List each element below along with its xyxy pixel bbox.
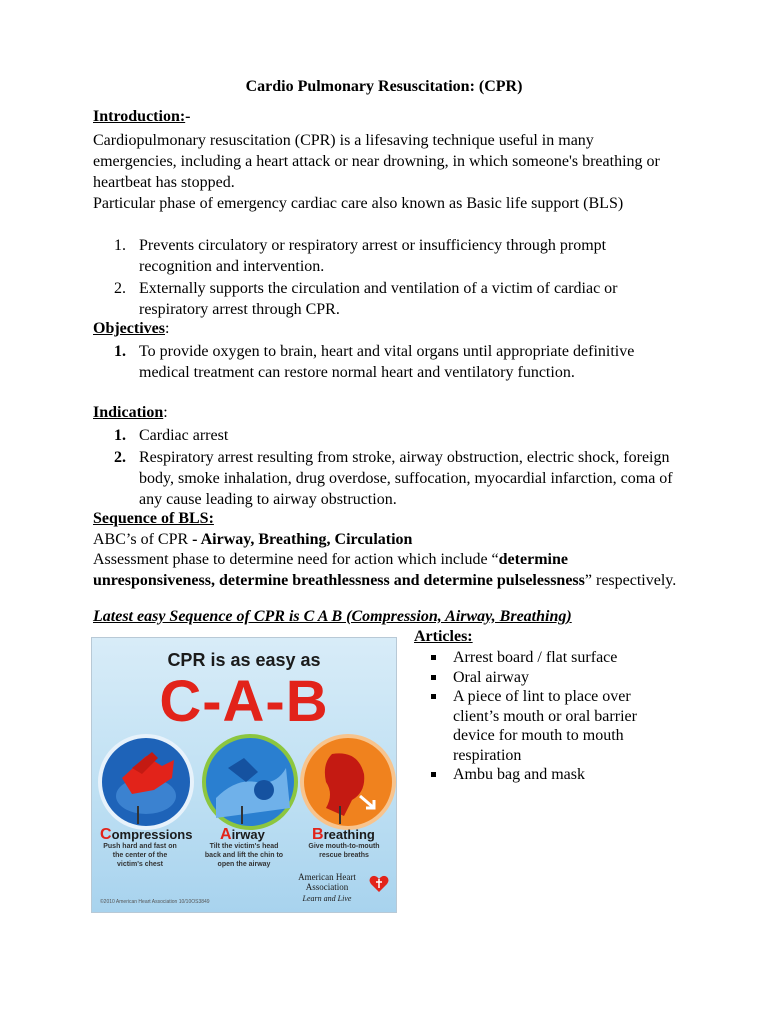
articles-heading: Articles: (414, 628, 473, 645)
list-item (114, 341, 654, 383)
aha-tagline: Learn and Live (302, 894, 352, 903)
introduction-heading (93, 108, 191, 126)
list-item (428, 648, 698, 668)
list-item-text: To provide oxygen to brain, heart and vital organs until appropriate definitive medical treatment can restore normal heart and ventilatory function. (139, 343, 635, 381)
breathing-letter: B (312, 826, 324, 843)
poster-cab-text: C-A-B (159, 669, 329, 734)
list-item (428, 687, 673, 765)
page-title: Cardio Pulmonary Resuscitation: (CPR) (245, 78, 523, 95)
list-item (114, 425, 689, 446)
list-item (428, 668, 698, 688)
poster-copyright: ©2010 American Heart Association 10/10OS3849 (100, 899, 210, 905)
compressions-icon (98, 734, 194, 830)
latest-sequence-line: Latest easy Sequence of CPR is C A B (Compression, Airway, Breathing) (93, 608, 572, 625)
airway-description: Tilt the victim's head back and lift the chin to open the airway (204, 843, 284, 868)
sequence-heading (93, 510, 214, 528)
square-bullet-icon (431, 655, 436, 660)
compressions-divider (137, 806, 139, 824)
abc-prefix: ABC’s of CPR (93, 531, 193, 548)
list-item-number: 2. (114, 449, 126, 466)
assessment-bold: determine unresponsiveness, determine breathlessness and determine pulselessness (93, 551, 585, 589)
introduction-heading-text: Introduction: (93, 108, 186, 125)
heart-logo-icon (368, 872, 390, 894)
airway-divider (241, 806, 243, 824)
breathing-divider (339, 806, 341, 824)
poster-top-text: CPR is as easy as (167, 650, 321, 670)
articles-list (428, 648, 698, 785)
list-item-number: 1. (114, 427, 126, 444)
indication-heading-text: Indication (93, 404, 164, 421)
cab-poster (91, 637, 397, 913)
objectives-heading-suffix: : (164, 320, 170, 337)
sequence-heading-text: Sequence of BLS: (93, 510, 214, 527)
breathing-rest: reathing (323, 827, 375, 842)
introduction-heading-suffix: - (185, 108, 191, 125)
abc-line (93, 529, 678, 550)
breathing-icon (300, 734, 396, 830)
square-bullet-icon (431, 772, 436, 777)
square-bullet-icon (431, 675, 436, 680)
assessment-prefix: Assessment phase to determine need for action which include “ (93, 551, 499, 568)
square-bullet-icon (431, 694, 436, 699)
aha-name: American Heart Association (298, 872, 356, 892)
airway-icon (202, 734, 298, 830)
breathing-description: Give mouth-to-mouth rescue breaths (308, 843, 380, 859)
list-item-text: Arrest board / flat surface (453, 649, 618, 666)
abc-bold: - Airway, Breathing, Circulation (192, 531, 413, 548)
list-item-text: A piece of lint to place over client’s mouth or oral barrier device for mouth to mouth respiration (453, 688, 637, 764)
objectives-list (114, 341, 654, 384)
objectives-heading-text: Objectives (93, 320, 165, 337)
airway-letter: A (220, 826, 232, 843)
list-item-text: Prevents circulatory or respiratory arrest or insufficiency through prompt recognition and intervention. (139, 237, 607, 275)
indication-heading-suffix: : (163, 404, 168, 421)
list-item-number: 2. (114, 280, 126, 297)
list-item (114, 447, 689, 510)
indication-list (114, 425, 689, 511)
list-item-number: 1. (114, 237, 126, 254)
list-item-text: Respiratory arrest resulting from stroke, airway obstruction, electric shock, foreign body, smoke inhalation, drug overdose, suffocation, myocardial infarction, coma of any cause leading to airway obstruction. (139, 449, 673, 508)
list-item (114, 235, 674, 277)
introduction-paragraph-2: Particular phase of emergency cardiac care also known as Basic life support (BLS) (93, 195, 624, 212)
assessment-suffix: ” respectively. (584, 572, 677, 589)
assessment-paragraph (93, 549, 678, 591)
list-item (114, 278, 674, 320)
list-item-number: 1. (114, 343, 126, 360)
objectives-heading (93, 320, 169, 338)
indication-heading (93, 404, 168, 422)
introduction-list (114, 235, 674, 321)
compressions-description: Push hard and fast on the center of the victim's chest (103, 843, 177, 868)
compressions-rest: ompressions (111, 827, 193, 842)
list-item-text: Oral airway (453, 668, 529, 686)
introduction-paragraph-1: Cardiopulmonary resuscitation (CPR) is a lifesaving technique useful in many emergencies, including a heart attack or near drowning, in which someone's breathing or heartbeat has stopped. (93, 132, 660, 191)
list-item (428, 765, 698, 785)
list-item-text: Externally supports the circulation and ventilation of a victim of cardiac or respiratory arrest through CPR. (139, 280, 618, 318)
list-item-text: Cardiac arrest (139, 427, 229, 444)
compressions-letter: C (100, 826, 112, 843)
list-item-text: Ambu bag and mask (453, 766, 585, 783)
airway-rest: irway (231, 827, 265, 842)
